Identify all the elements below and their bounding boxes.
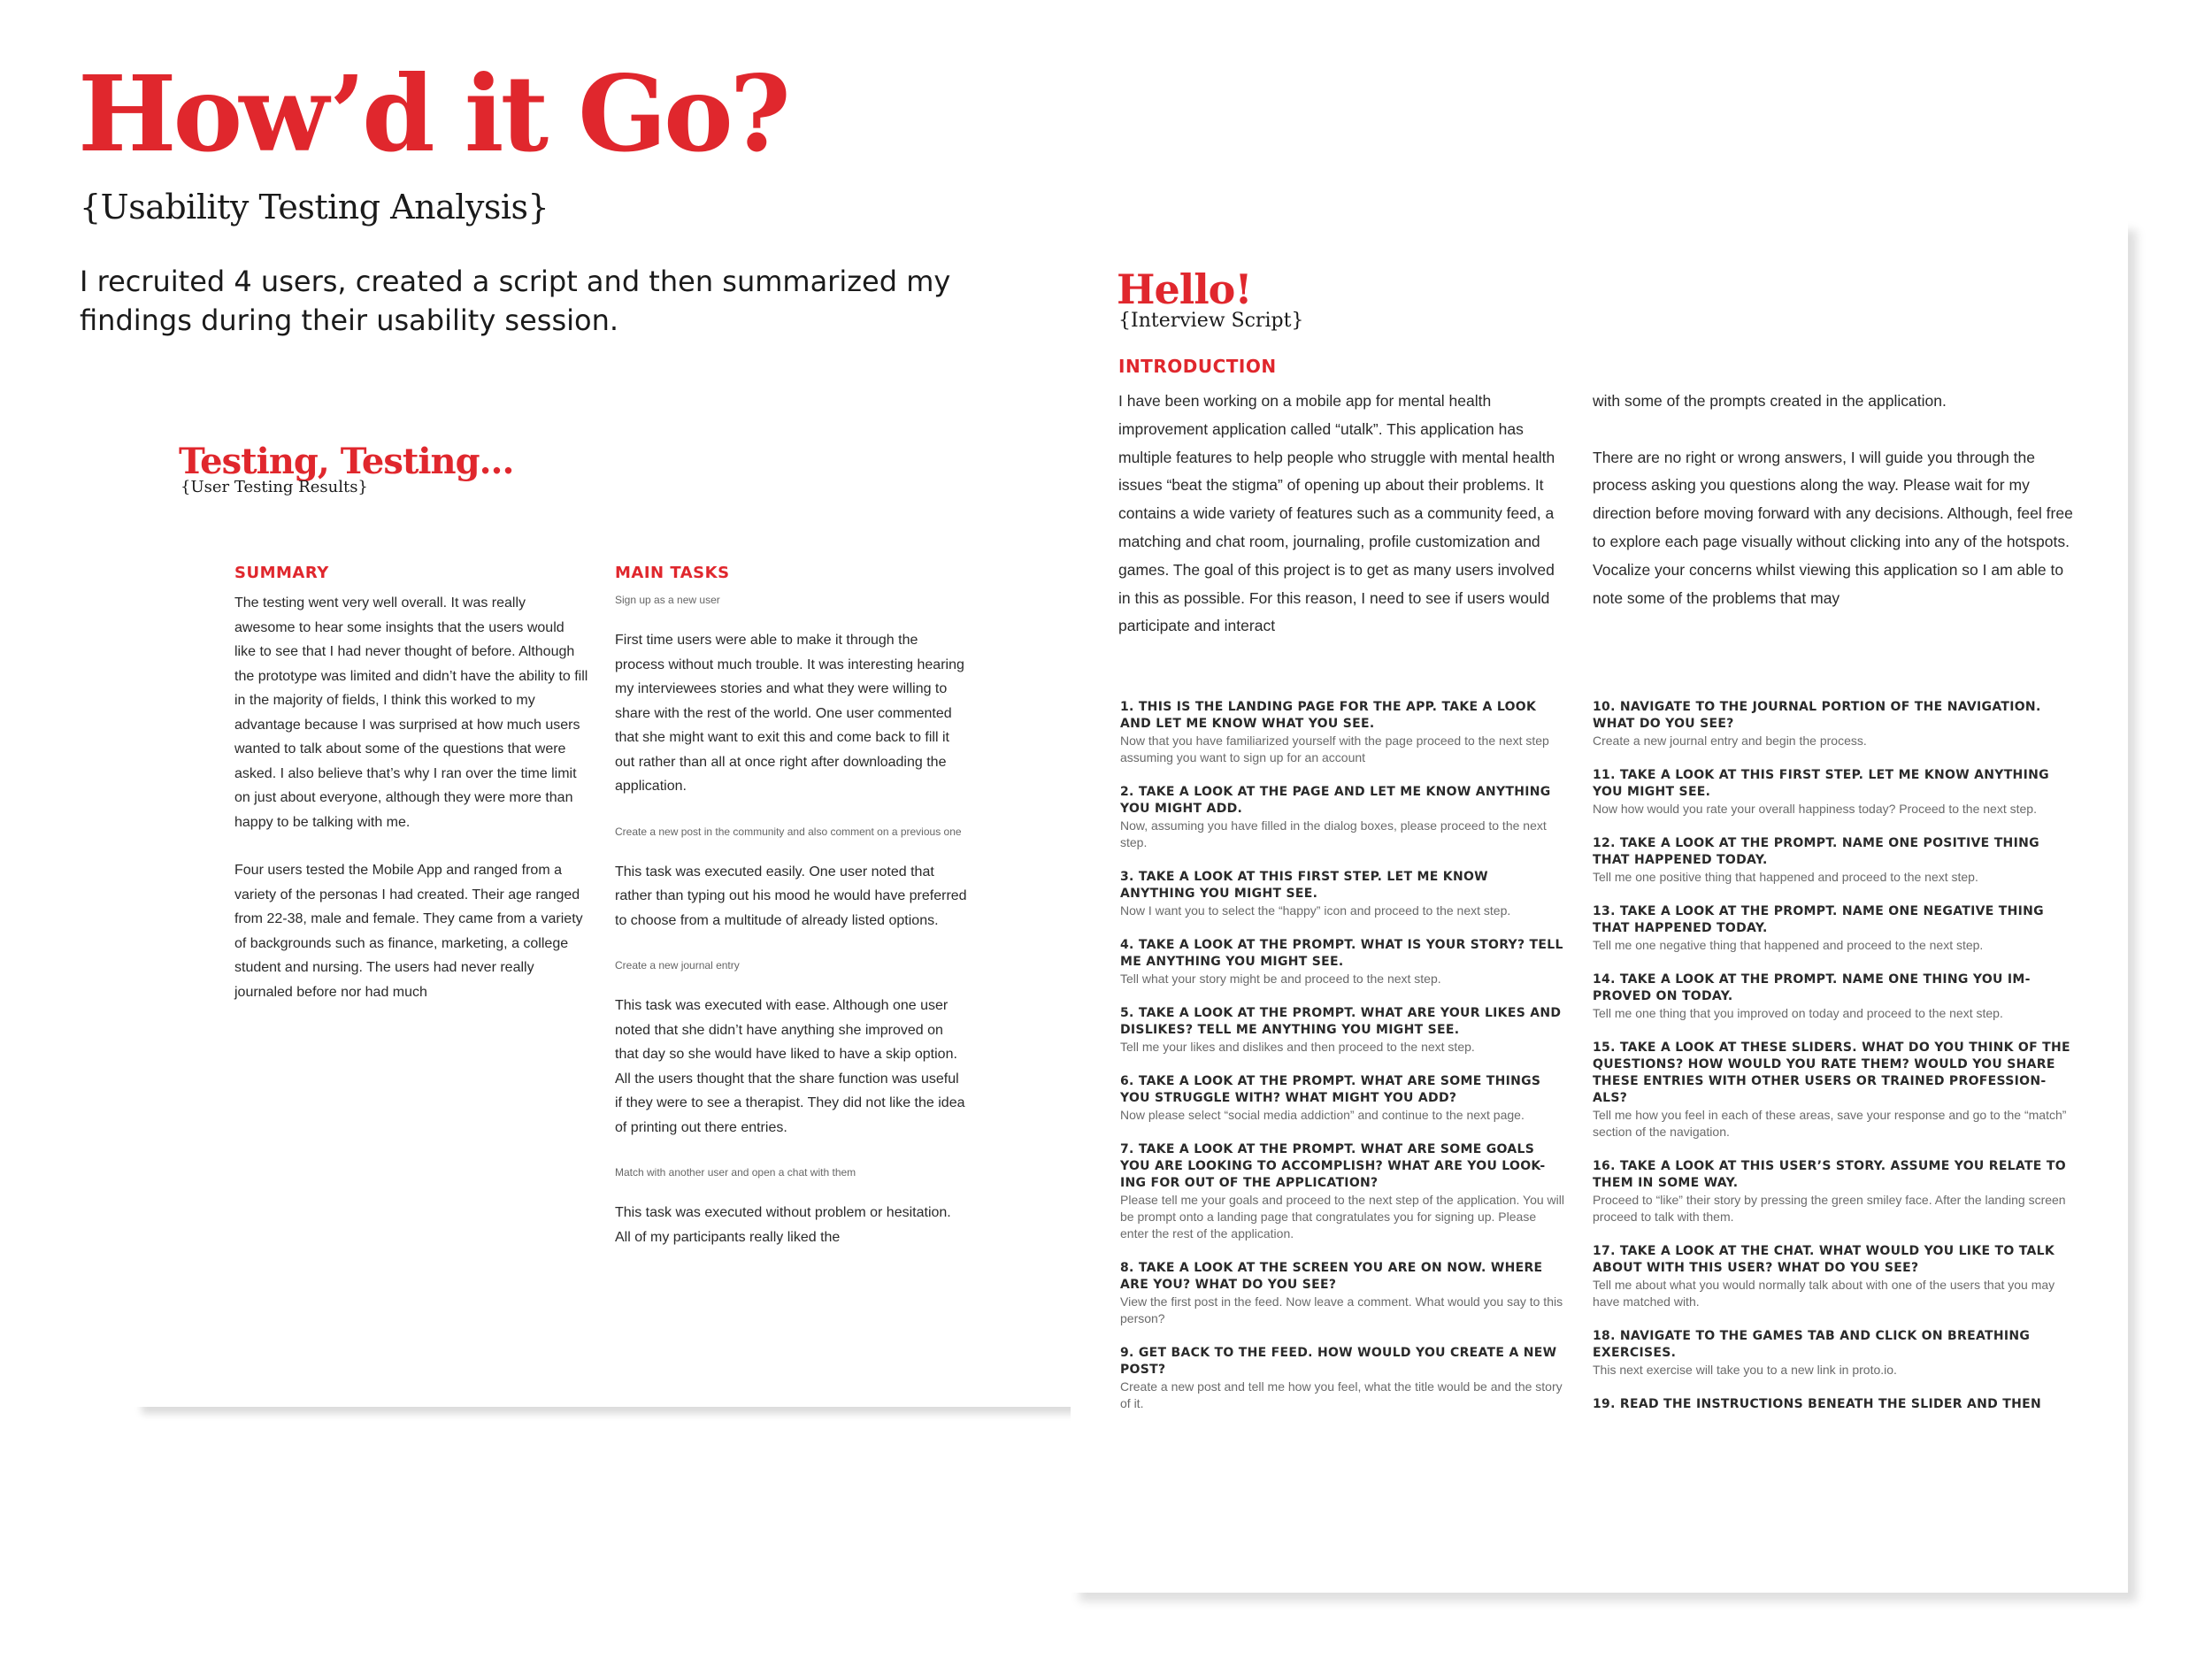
intro-paragraph: There are no right or wrong answers, I will guide you through the process asking you questions along the way. Please wait for my direction before moving forward with any decisions. Although, feel free to explore each page visually without clicking into any of the hotspots. Vocalize your concerns whilst viewing this application so I am able to note some of the problems that may (1593, 448, 2073, 607)
question-instruction: Tell me one positive thing that happened and proceed to the next step. (1593, 870, 1978, 884)
question-instruction: Create a new post and tell me how you feel, what the title would be and the story of it. (1120, 1379, 1563, 1410)
question-text: 2. TAKE A LOOK AT THE PAGE AND LET ME KNOW ANYTHING YOU MIGHT ADD. (1120, 785, 1551, 816)
interview-script-card (1071, 221, 2128, 1593)
question-item (1593, 1158, 2079, 1225)
questions-left-column (1120, 699, 1567, 1430)
questions-right-column (1593, 699, 2079, 1431)
summary-column (234, 564, 588, 1028)
question-text: 5. TAKE A LOOK AT THE PROMPT. WHAT ARE YOUR LIKES AND DISLIKES? TELL ME ANYTHING YOU MIGHT SEE. (1120, 1006, 1562, 1037)
question-item (1593, 1328, 2079, 1379)
question-instruction: Now I want you to select the “happy” icon and proceed to the next step. (1120, 903, 1511, 918)
question-instruction: Now that you have familiarized yourself with the page proceed to the next step assuming you want to sign up for an account (1120, 733, 1549, 764)
summary-heading: SUMMARY (234, 564, 329, 582)
question-instruction: View the first post in the feed. Now leave a comment. What would you say to this person? (1120, 1294, 1563, 1325)
question-text: 8. TAKE A LOOK AT THE SCREEN YOU ARE ON NOW. WHERE ARE YOU? WHAT DO YOU SEE? (1120, 1261, 1543, 1292)
question-item (1120, 869, 1567, 919)
question-instruction: Tell me your likes and dislikes and then proceed to the next step. (1120, 1040, 1475, 1054)
question-instruction: Tell me one negative thing that happened and proceed to the next step. (1593, 938, 1984, 952)
task-label: Match with another user and open a chat with them (615, 1166, 856, 1179)
question-item (1120, 699, 1567, 766)
intro-right-column (1593, 388, 2084, 612)
introduction-heading: INTRODUCTION (1118, 356, 1277, 377)
task-label: Sign up as a new user (615, 594, 720, 606)
question-item (1593, 699, 2079, 749)
task-label: Create a new post in the community and also comment on a previous one (615, 825, 962, 838)
question-text: 17. TAKE A LOOK AT THE CHAT. WHAT WOULD YOU LIKE TO TALK ABOUT WITH THIS USER? WHAT DO YOU SEE? (1593, 1244, 2055, 1275)
question-text: 13. TAKE A LOOK AT THE PROMPT. NAME ONE NEGATIVE THING THAT HAPPENED TODAY. (1593, 904, 2044, 935)
question-item (1120, 937, 1567, 987)
page-description: I recruited 4 users, created a script and then summarized my findings during their usability session. (80, 265, 951, 337)
main-tasks-column (615, 564, 969, 1273)
question-text: 6. TAKE A LOOK AT THE PROMPT. WHAT ARE SOME THINGS YOU STRUGGLE WITH? WHAT MIGHT YOU ADD? (1120, 1074, 1541, 1105)
question-item (1593, 1040, 2079, 1141)
question-item (1593, 972, 2079, 1022)
script-subtitle: {Interview Script} (1118, 310, 1304, 332)
question-text: 7. TAKE A LOOK AT THE PROMPT. WHAT ARE SOME GOALS YOU ARE LOOKING TO ACCOMPLISH? WHAT ARE YOU LOOK-ING FOR OUT OF THE APPLICATION? (1120, 1142, 1546, 1190)
testing-title: Testing, Testing... (179, 441, 514, 482)
intro-paragraph: with some of the prompts created in the application. (1593, 392, 1947, 410)
testing-subtitle: {User Testing Results} (180, 478, 368, 496)
testing-results-card (133, 389, 1088, 1407)
task-result: First time users were able to make it through the process without much trouble. It was interesting hearing my interviewees stories and what they were willing to share with the rest of the world. One user commented that she might want to exit this and come back to fill it out rather than all at once right after downloading the application. (615, 633, 964, 794)
question-text: 3. TAKE A LOOK AT THIS FIRST STEP. LET ME KNOW ANYTHING YOU MIGHT SEE. (1120, 870, 1488, 901)
question-item (1120, 1260, 1567, 1327)
question-instruction: Now, assuming you have filled in the dialog boxes, please proceed to the next step. (1120, 818, 1547, 849)
task-result: This task was executed easily. One user noted that rather than typing out his mood he would have preferred to choose from a multitude of already listed options. (615, 864, 967, 928)
question-instruction: Now please select “social media addiction” and continue to the next page. (1120, 1108, 1525, 1122)
question-item (1120, 1005, 1567, 1056)
question-instruction: Tell me one thing that you improved on today and proceed to the next step. (1593, 1006, 2003, 1020)
question-text: 12. TAKE A LOOK AT THE PROMPT. NAME ONE POSITIVE THING THAT HAPPENED TODAY. (1593, 836, 2039, 867)
intro-left-column: I have been working on a mobile app for mental health improvement application called “utalk”. This application has multiple features to help people who struggle with mental health issues “beat the stigma” of opening up about their problems. It contains a wide variety of features such as a community feed, a matching and chat room, journaling, profile customization and games. The goal of this project is to get as many users involved in this as possible. For this reason, I need to see if users would participate and interact (1118, 392, 1555, 635)
summary-paragraph: The testing went very well overall. It was really awesome to hear some insights that the users would like to see that I had never thought of before. Although the prototype was limited and didn’t have the ability to fill in the majority of fields, I think this worked to my advantage because I was surprised at how much users wanted to talk about some of the questions that were asked. I also believe that’s why I ran over the time limit on just about everyone, although they were more than happy to be talking with me. (234, 595, 588, 830)
question-text: 14. TAKE A LOOK AT THE PROMPT. NAME ONE THING YOU IM-PROVED ON TODAY. (1593, 972, 2031, 1003)
question-text: 11. TAKE A LOOK AT THIS FIRST STEP. LET ME KNOW ANYTHING YOU MIGHT SEE. (1593, 768, 2049, 799)
question-instruction: Tell me how you feel in each of these areas, save your response and go to the “match” section of the navigation. (1593, 1108, 2067, 1139)
question-item (1593, 1243, 2079, 1310)
question-item (1593, 1396, 2079, 1413)
question-instruction: Now how would you rate your overall happiness today? Proceed to the next step. (1593, 802, 2037, 816)
question-instruction: Create a new journal entry and begin the process. (1593, 733, 1867, 748)
question-text: 1. THIS IS THE LANDING PAGE FOR THE APP. TAKE A LOOK AND LET ME KNOW WHAT YOU SEE. (1120, 700, 1537, 731)
question-text: 18. NAVIGATE TO THE GAMES TAB AND CLICK ON BREATHING EXERCISES. (1593, 1329, 2031, 1360)
page-subtitle: {Usability Testing Analysis} (80, 188, 549, 227)
question-item (1120, 1141, 1567, 1242)
question-text: 4. TAKE A LOOK AT THE PROMPT. WHAT IS YOUR STORY? TELL ME ANYTHING YOU MIGHT SEE. (1120, 938, 1563, 969)
question-instruction: Proceed to “like” their story by pressing the green smiley face. After the landing screen proceed to talk with them. (1593, 1193, 2066, 1224)
task-result: This task was executed with ease. Although one user noted that she didn’t have anything she improved on that day so she would have liked to have a skip option. All the users thought that the share function was useful if they were to see a therapist. They did not like the idea of printing out there entries. (615, 998, 965, 1135)
question-instruction: Tell what your story might be and proceed to the next step. (1120, 972, 1441, 986)
question-item (1120, 1073, 1567, 1124)
question-text: 10. NAVIGATE TO THE JOURNAL PORTION OF THE NAVIGATION. WHAT DO YOU SEE? (1593, 700, 2041, 731)
main-tasks-heading: MAIN TASKS (615, 564, 730, 582)
task-label: Create a new journal entry (615, 959, 740, 972)
question-item (1593, 767, 2079, 818)
question-item (1593, 903, 2079, 954)
summary-paragraph: Four users tested the Mobile App and ranged from a variety of the personas I had created. Their age ranged from 22-38, male and female. They came from a variety of backgrounds such as finance, marketing, a college student and nursing. The users had never really journaled before nor had much (234, 863, 583, 1000)
script-title: Hello! (1117, 265, 1252, 313)
question-text: 15. TAKE A LOOK AT THESE SLIDERS. WHAT DO YOU THINK OF THE QUESTIONS? HOW WOULD YOU RATE THEM? WOULD YOU SHARE THESE ENTRIES WITH OTHER USERS OR TRAINED PROFESSION-ALS? (1593, 1041, 2070, 1105)
question-item (1593, 835, 2079, 886)
page-title: How’d it Go? (78, 52, 787, 175)
question-instruction: Tell me about what you would normally talk about with one of the users that you may have matched with. (1593, 1278, 2055, 1309)
question-item (1120, 1345, 1567, 1412)
question-item (1120, 784, 1567, 851)
task-result: This task was executed without problem or hesitation. All of my participants really liked the (615, 1205, 951, 1245)
question-text: 19. READ THE INSTRUCTIONS BENEATH THE SLIDER AND THEN (1593, 1397, 2042, 1411)
question-text: 9. GET BACK TO THE FEED. HOW WOULD YOU CREATE A NEW POST? (1120, 1346, 1557, 1377)
question-instruction: Please tell me your goals and proceed to the next step of the application. You will be prompt onto a landing page that congratulates you for signing up. Please enter the rest of the application. (1120, 1193, 1564, 1240)
question-text: 16. TAKE A LOOK AT THIS USER’S STORY. ASSUME YOU RELATE TO THEM IN SOME WAY. (1593, 1159, 2066, 1190)
question-instruction: This next exercise will take you to a new link in proto.io. (1593, 1363, 1897, 1377)
